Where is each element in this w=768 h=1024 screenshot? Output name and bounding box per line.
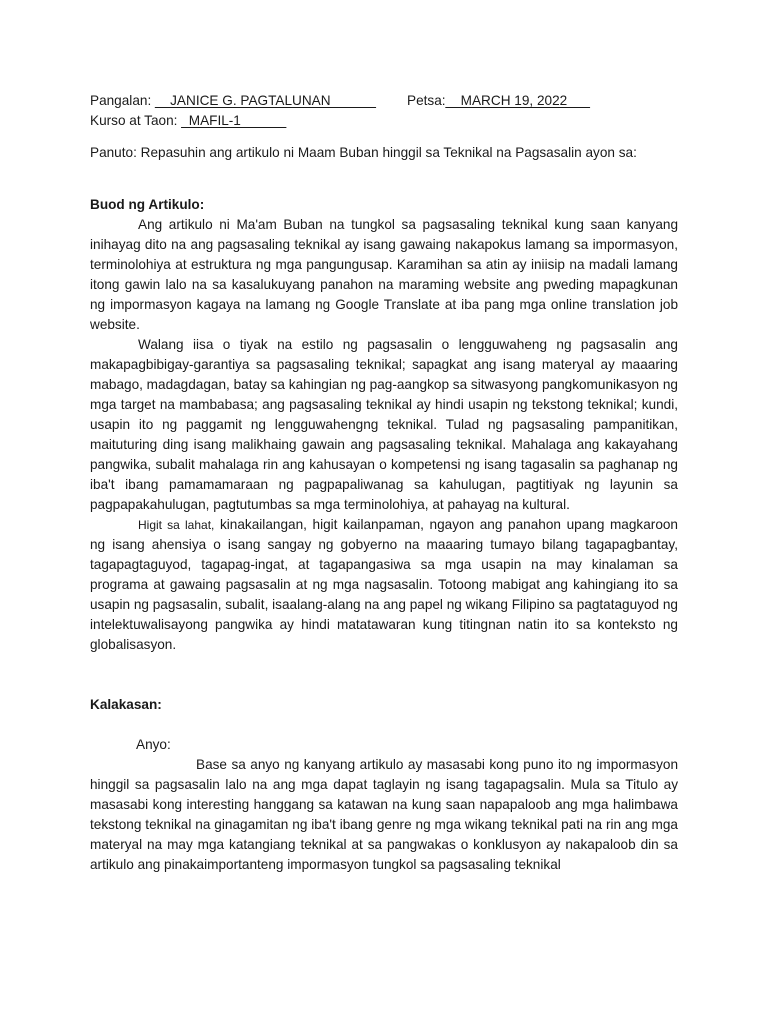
date-field (407, 91, 590, 111)
document-content (90, 91, 678, 875)
form-subheading: Anyo: (136, 737, 171, 752)
summary-paragraph-2: Walang iisa o tiyak na estilo ng pagsasalin o lengguwaheng ng pagsasalin ang makapagbibigay-garantiya sa pagsasaling teknikal; sapagkat ang isang materyal ay maaaring mabago, madagdagan, batay sa kahingian ng pag-aangkop sa sitwasyong pangkomunikasyon ng mga target na mambabasa; ang pagsasaling teknikal ay hindi usapin ng tekstong teknikal; kundi, usapin ito ng paggamit ng lengguwahengng teknikal. Tulad ng pagsasaling pampanitikan, maituturing ding isang malikhaing gawain ang pagsasaling teknikal. Mahalaga ang kakayahang pangwika, subalit mahalaga rin ang kahusayan o kompetensi ng isang tagasalin sa paghanap ng iba't ibang pamamamaraan ng pagpapaliwanag sa kahulugan, pagtitiyak ng layunin sa pagpapakahulugan, pagtutumbas sa mga terminolohiya, at pahayag na kultural. (90, 337, 678, 512)
date-label: Petsa: (407, 93, 446, 108)
instruction-line: Panuto: Repasuhin ang artikulo ni Maam Buban hinggil sa Teknikal na Pagsasalin ayon sa: (90, 145, 637, 160)
summary-paragraph-3-body: kinakailangan, higit kailanpaman, ngayon ang panahon upang magkaroon ng isang ahensiya o isang sangay ng gobyerno na maaaring tumayo bilang tagapagbantay, tagapagtaguyod, tagapag-ingat, at tagapangasiwa sa mga usapin na may kinalaman sa programa at gawaing pagsasalin at ng mga nagsasalin. Totoong mabigat ang kahingiang ito sa usapin ng pagsasalin, subalit, isaalang-alang na ang papel ng wikang Filipino sa pagtataguyod ng intelektuwalisayong pangwika ay hindi matatawaran kung titingnan natin ito sa konteksto ng globalisasyon. (90, 517, 678, 652)
course-line (90, 111, 678, 131)
summary-title: Buod ng Artikulo: (90, 197, 205, 212)
summary-paragraph-1: Ang artikulo ni Ma'am Buban na tungkol sa pagsasaling teknikal kung saan kanyang inihayag dito na ang pagsasaling teknikal ay isang gawaing nakapokus lamang sa impormasyon, terminolohiya at estruktura ng mga pangungusap. Karamihan sa atin ay iniisip na madali lamang itong gawin lalo na sa kasalukuyang panahon na maraming website ang pweding mapagkunan ng impormasyon kagaya na lamang ng Google Translate at iba pang mga online translation job website. (90, 217, 678, 332)
name-line (90, 91, 678, 111)
date-value: __MARCH 19, 2022___ (445, 93, 590, 108)
summary-paragraph-3 (90, 515, 678, 655)
strengths-title: Kalakasan: (90, 697, 162, 712)
course-value: _MAFIL-1______ (181, 113, 287, 128)
name-value: __JANICE G. PAGTALUNAN______ (155, 93, 376, 108)
summary-paragraph-3-lead: Higit sa lahat, (138, 518, 215, 532)
name-label: Pangalan: (90, 93, 156, 108)
form-paragraph: Base sa anyo ng kanyang artikulo ay masasabi kong puno ito ng impormasyon hinggil sa pagsasalin lalo na ang mga dapat taglayin ng isang tagapagsalin. Mula sa Titulo ay masasabi kong interesting hanggang sa katawan na kung saan napapaloob ang mga halimbawa tekstong teknikal na ginagamitan ng iba't ibang genre ng mga wikang teknikal pati na rin ang mga materyal na may mga katangiang teknikal at sa pangwakas o konklusyon ay nakapaloob din sa artikulo ang pinakaimportanteng impormasyon tungkol sa pagsasaling teknikal (90, 757, 678, 872)
course-label: Kurso at Taon: (90, 113, 182, 128)
